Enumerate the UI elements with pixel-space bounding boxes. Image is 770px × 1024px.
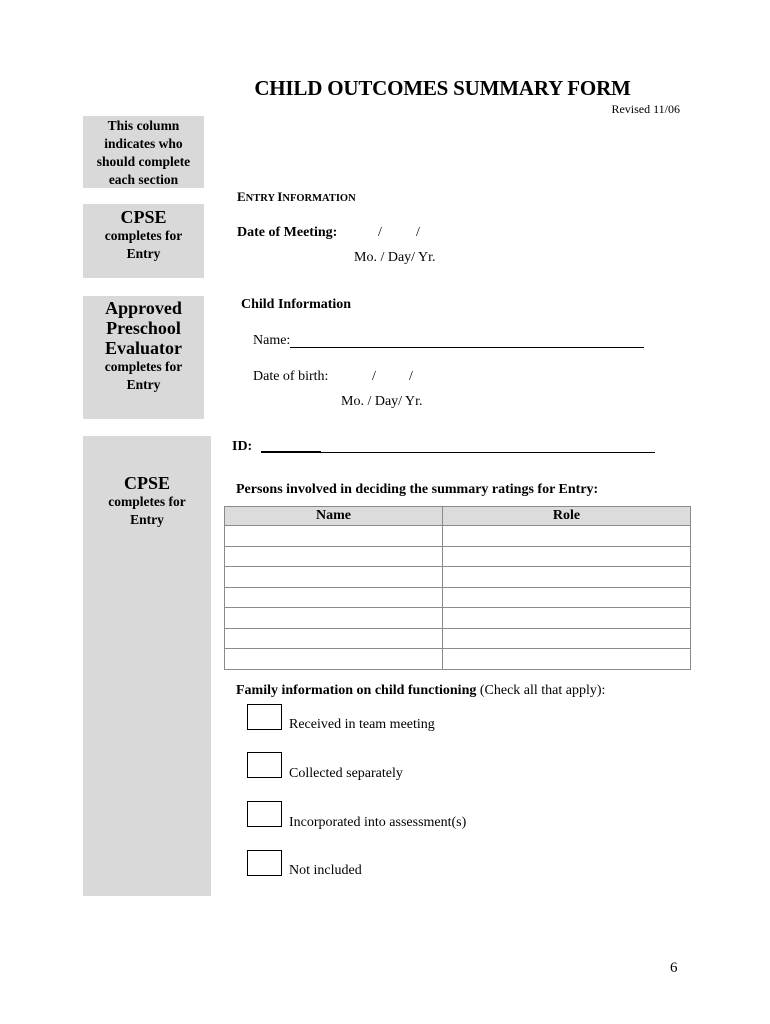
name-label: Name: [253,333,291,348]
sidebar-cpse-line: Entry [126,246,161,261]
sidebar-cpse-title: CPSE [123,473,170,493]
sidebar-evaluator-box [83,296,204,419]
received-in-team-meeting-label: Received in team meeting [289,717,435,732]
dob-format-hint: Mo. / Day/ Yr. [341,394,423,409]
table-row [225,649,691,670]
collected-separately-checkbox[interactable] [247,752,282,778]
column-header-role: Role [443,507,691,526]
date-format-hint: Mo. / Day/ Yr. [354,250,436,265]
column-header-name: Name [225,507,443,526]
id-field[interactable] [321,452,655,453]
role-cell[interactable] [443,546,691,567]
received-in-team-meeting-checkbox[interactable] [247,704,282,730]
role-cell[interactable] [443,567,691,588]
table-row [225,526,691,547]
date-of-meeting-label: Date of Meeting: [237,225,338,240]
sidebar-legend-line: should complete [96,154,191,169]
sidebar-cpse-entry-box [83,204,204,278]
sidebar-cpse-persons-box [83,436,211,896]
name-cell[interactable] [225,567,443,588]
sidebar-cpse-line: Entry [130,512,164,527]
persons-table [224,506,691,670]
sidebar-evaluator-line: Entry [126,377,161,392]
table-row [225,587,691,608]
incorporated-into-assessment-checkbox[interactable] [247,801,282,827]
sidebar-evaluator-title: Approved [105,298,182,318]
not-included-checkbox[interactable] [247,850,282,876]
sidebar-evaluator-title: Preschool [106,318,181,338]
role-cell[interactable] [443,649,691,670]
name-cell[interactable] [225,649,443,670]
entry-information-heading: ENTRY INFORMATION [237,189,356,204]
sidebar-legend-line: each section [108,172,179,187]
role-cell[interactable] [443,587,691,608]
date-separator: / [416,225,420,240]
sidebar-evaluator-line: completes for [104,359,183,374]
role-cell[interactable] [443,628,691,649]
role-cell[interactable] [443,608,691,629]
name-cell[interactable] [225,608,443,629]
table-row [225,546,691,567]
sidebar-legend-line: This column [107,118,180,133]
date-of-birth-label: Date of birth: [253,369,329,384]
sidebar-legend-line: indicates who [104,136,183,151]
table-row [225,567,691,588]
name-cell[interactable] [225,526,443,547]
form-title: CHILD OUTCOMES SUMMARY FORM [254,76,631,100]
date-separator: / [378,225,382,240]
table-row [225,608,691,629]
id-label: ID: [232,439,253,454]
sidebar-legend-box [83,116,204,188]
table-row [225,628,691,649]
not-included-label: Not included [289,863,362,878]
child-information-heading: Child Information [241,297,352,312]
name-cell[interactable] [225,628,443,649]
family-information-heading: Family information on child functioning (Check all that apply): [236,683,606,698]
role-cell[interactable] [443,526,691,547]
incorporated-into-assessment-label: Incorporated into assessment(s) [289,815,467,830]
id-field-short[interactable] [261,451,321,453]
name-field[interactable] [290,347,644,348]
table-header-row [225,507,691,526]
revised-date: Revised 11/06 [611,102,680,116]
dob-separator: / [409,369,413,384]
page-number: 6 [670,960,678,976]
name-cell[interactable] [225,587,443,608]
dob-separator: / [372,369,376,384]
sidebar-evaluator-title: Evaluator [104,338,182,358]
sidebar-cpse-line: completes for [108,494,186,509]
sidebar-cpse-title: CPSE [120,207,167,227]
sidebar-cpse-line: completes for [104,228,183,243]
collected-separately-label: Collected separately [289,766,403,781]
persons-heading: Persons involved in deciding the summary ratings for Entry: [236,482,599,497]
name-cell[interactable] [225,546,443,567]
